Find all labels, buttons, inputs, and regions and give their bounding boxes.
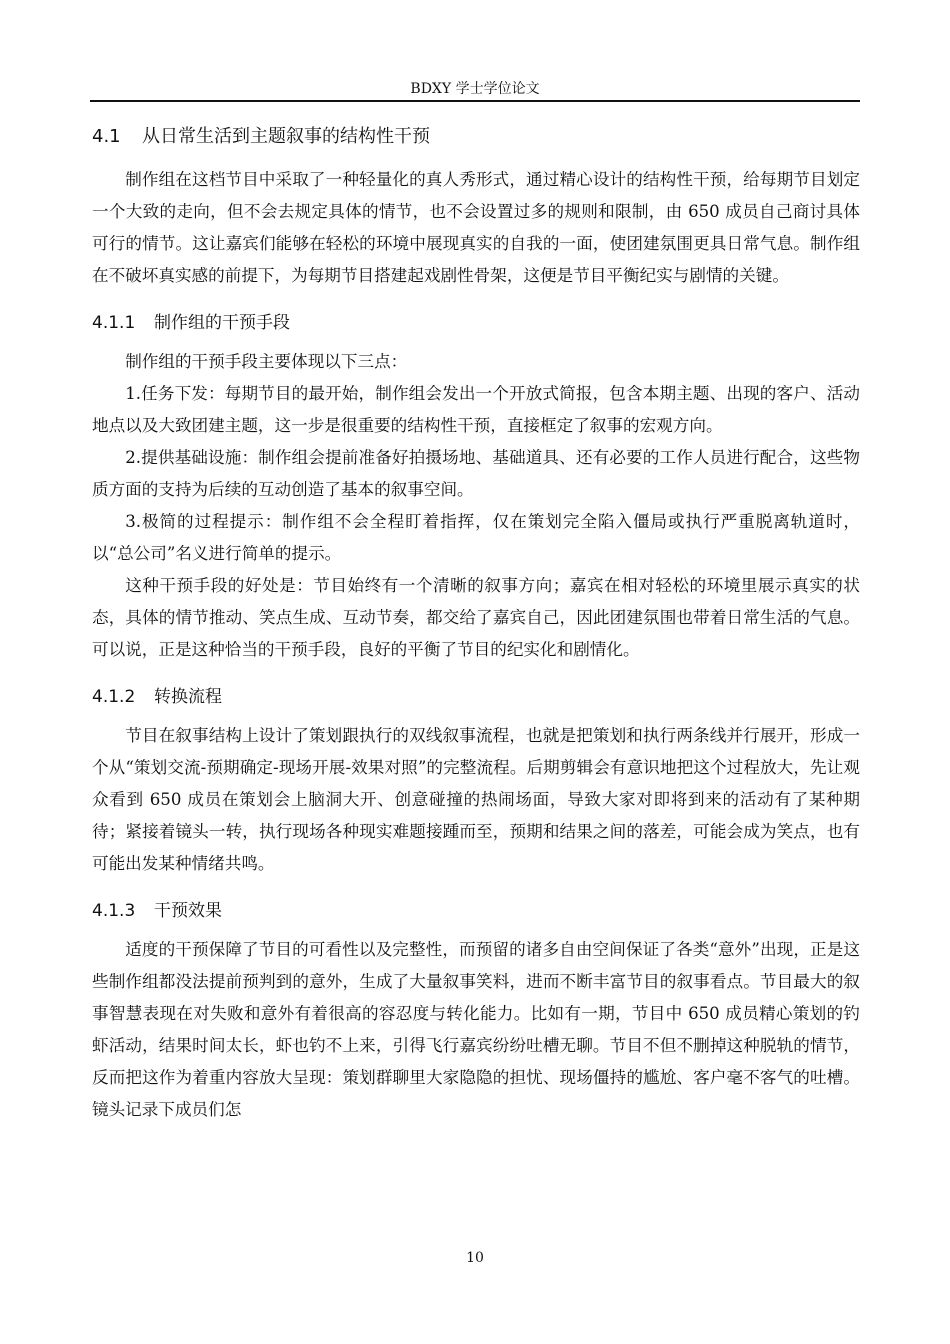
subsection-heading-4-1-3 — [92, 896, 860, 926]
subsection-number: 4.1.3 — [92, 901, 136, 921]
subsection-title: 转换流程 — [154, 687, 222, 707]
paragraph: 1.任务下发：每期节目的最开始，制作组会发出一个开放式简报，包含本期主题、出现的客户、活动地点以及大致团建主题，这一步是很重要的结构性干预，直接框定了叙事的宏观方向。 — [92, 384, 860, 435]
paragraph: 3.极简的过程提示：制作组不会全程盯着指挥，仅在策划完全陷入僵局或执行严重脱离轨道时，以“总公司”名义进行简单的提示。 — [92, 512, 860, 563]
subsection-title: 制作组的干预手段 — [154, 313, 290, 333]
page-body — [92, 122, 860, 1126]
running-header: BDXY 学士学位论文 — [410, 81, 540, 97]
section-intro-paragraph: 制作组在这档节目中采取了一种轻量化的真人秀形式，通过精心设计的结构性干预，给每期节目划定一个大致的走向，但不会去规定具体的情节，也不会设置过多的规则和限制，由 650 成员自己商讨具体可行的情节。这让嘉宾们能够在轻松的环境中展现真实的自我的一面，使团建氛围更具日常气息。制作组在不破坏真实感的前提下，为每期节目搭建起戏剧性骨架，这便是节目平衡纪实与剧情的关键。 — [92, 170, 860, 285]
section-number: 4.1 — [92, 126, 121, 147]
subsection-heading-4-1-1 — [92, 308, 860, 338]
section-title: 从日常生活到主题叙事的结构性干预 — [142, 126, 430, 147]
subsection-heading-4-1-2 — [92, 682, 860, 712]
subsection-title: 干预效果 — [154, 901, 222, 921]
paragraph: 节目在叙事结构上设计了策划跟执行的双线叙事流程，也就是把策划和执行两条线并行展开，形成一个从“策划交流-预期确定-现场开展-效果对照”的完整流程。后期剪辑会有意识地把这个过程放大，先让观众看到 650 成员在策划会上脑洞大开、创意碰撞的热闹场面，导致大家对即将到来的活动有了某种期待；紧接着镜头一转，执行现场各种现实难题接踵而至，预期和结果之间的落差，可能会成为笑点，也有可能出发某种情绪共鸣。 — [92, 726, 860, 873]
paragraph: 2.提供基础设施：制作组会提前准备好拍摄场地、基础道具、还有必要的工作人员进行配合，这些物质方面的支持为后续的互动创造了基本的叙事空间。 — [92, 448, 860, 499]
section-heading — [92, 122, 860, 152]
subsection-number: 4.1.2 — [92, 687, 136, 707]
header-divider — [90, 100, 860, 102]
page-number: 10 — [466, 1250, 484, 1266]
paragraph: 这种干预手段的好处是：节目始终有一个清晰的叙事方向；嘉宾在相对轻松的环境里展示真实的状态，具体的情节推动、笑点生成、互动节奏，都交给了嘉宾自己，因此团建氛围也带着日常生活的气息。可以说，正是这种恰当的干预手段，良好的平衡了节目的纪实化和剧情化。 — [92, 576, 860, 659]
paragraph: 制作组的干预手段主要体现以下三点： — [125, 352, 408, 371]
paragraph: 适度的干预保障了节目的可看性以及完整性，而预留的诸多自由空间保证了各类“意外”出现，正是这些制作组都没法提前预判到的意外，生成了大量叙事笑料，进而不断丰富节目的叙事看点。节目最大的叙事智慧表现在对失败和意外有着很高的容忍度与转化能力。比如有一期，节目中 650 成员精心策划的钓虾活动，结果时间太长，虾也钓不上来，引得飞行嘉宾纷纷吐槽无聊。节目不但不删掉这种脱轨的情节，反而把这作为着重内容放大呈现：策划群聊里大家隐隐的担忧、现场僵持的尴尬、客户毫不客气的吐槽。镜头记录下成员们怎 — [92, 940, 860, 1119]
subsection-number: 4.1.1 — [92, 313, 136, 333]
